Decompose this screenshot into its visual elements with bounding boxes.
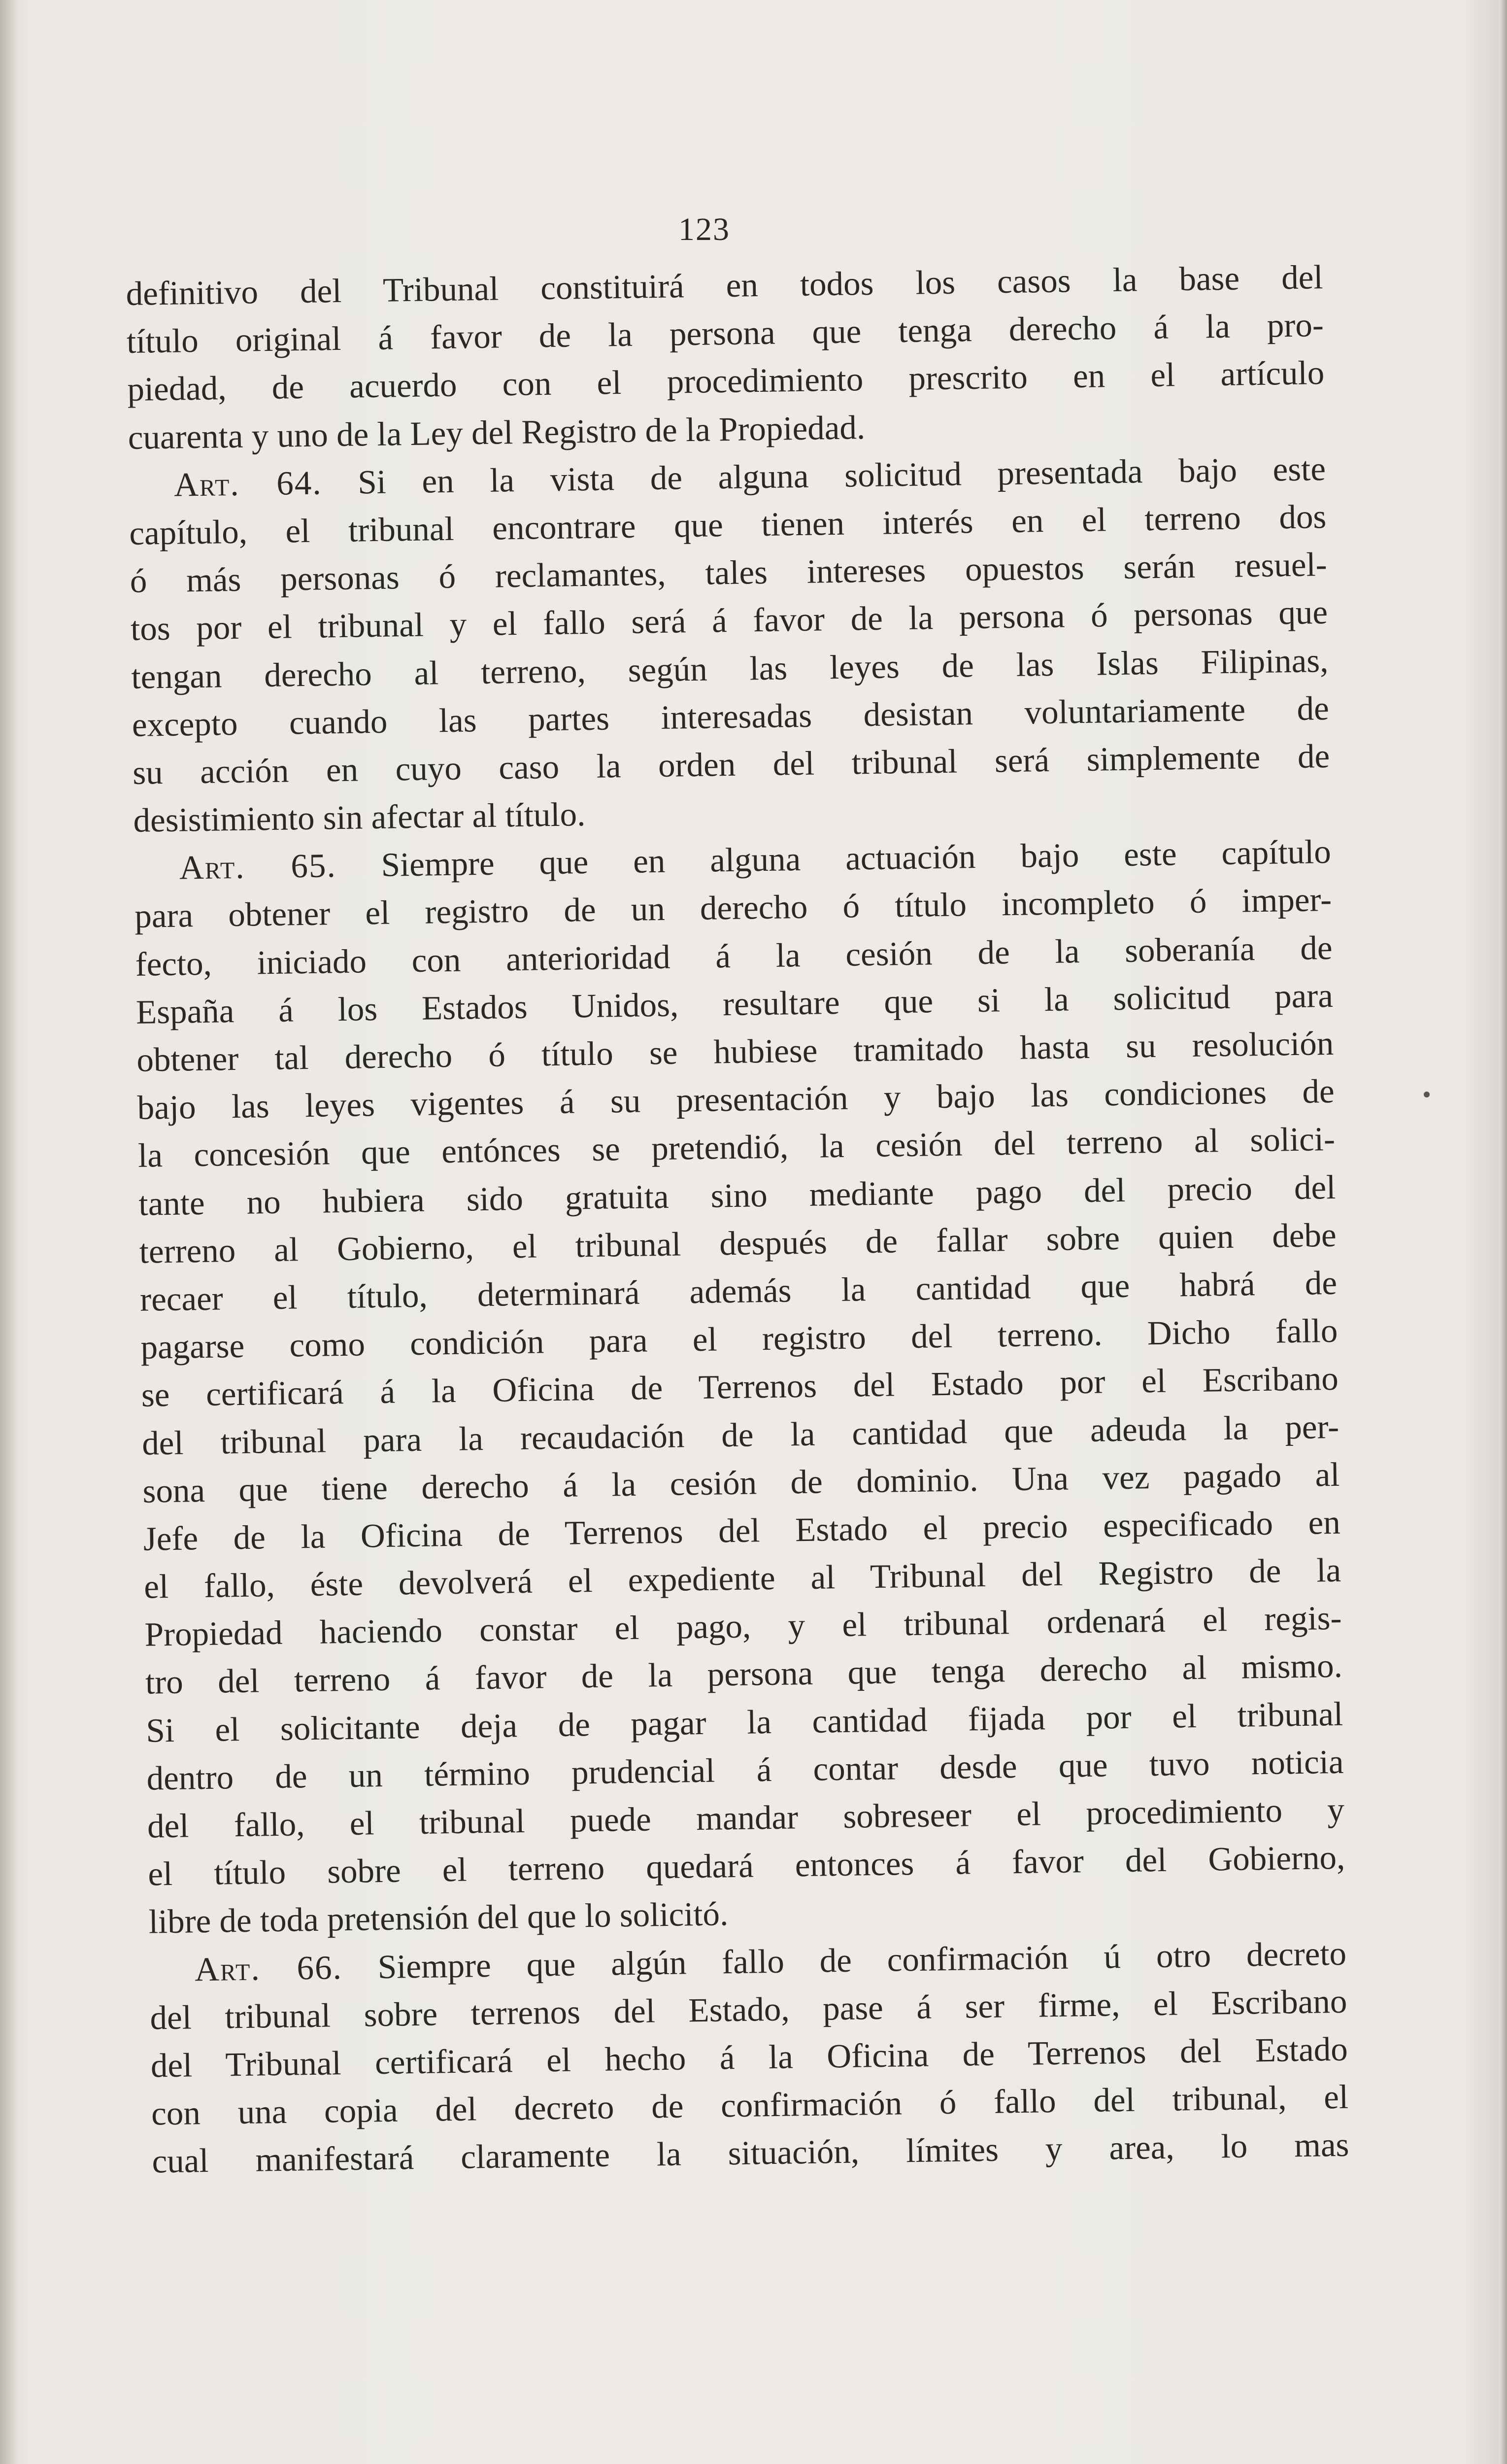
text-line: fecto, iniciado con anterioridad á la cesión de la soberanía de xyxy=(135,928,1333,983)
text-line: Propiedad haciendo constar el pago, y el tribunal ordenará el regis- xyxy=(144,1599,1342,1653)
text-line: piedad, de acuerdo con el procedimiento prescrito en el artículo xyxy=(127,354,1325,409)
text-line: bajo las leyes vigentes á su presentación y bajo las condiciones de xyxy=(137,1072,1335,1127)
text-line: definitivo del Tribunal constituirá en todos los casos la base del xyxy=(126,258,1323,312)
text-line: tro del terreno á favor de la persona que tenga derecho al mismo. xyxy=(145,1647,1343,1702)
text-line: tos por el tribunal y el fallo será á favor de la persona ó personas que xyxy=(130,593,1328,648)
text-line: cuarenta y uno de la Ley del Registro de la Propiedad. xyxy=(128,408,866,456)
text-line: dentro de un término prudencial á contar desde que tuvo noticia xyxy=(146,1743,1344,1797)
ink-speck xyxy=(1424,1092,1430,1097)
text-line: el fallo, éste devolverá el expediente al Tribunal del Registro de la xyxy=(143,1551,1341,1606)
body-text xyxy=(126,253,1349,2186)
text-line: para obtener el registro de un derecho ó título incompleto ó imper- xyxy=(134,881,1332,935)
text-line: Art. 66. Siempre que algún fallo de confirmación ú otro decreto xyxy=(194,1934,1347,1988)
article-65 xyxy=(134,828,1346,1946)
text-line: se certificará á la Oficina de Terrenos del Estado por el Escribano xyxy=(141,1360,1339,1414)
text-line: libre de toda pretensión del que lo solicitó. xyxy=(148,1895,729,1941)
page-gutter xyxy=(0,0,17,2464)
article-66 xyxy=(149,1929,1349,2186)
text-line: del Tribunal certificará el hecho á la Oficina de Terrenos del Estado xyxy=(150,2030,1348,2085)
text-line: con una copia del decreto de confirmación ó fallo del tribunal, el xyxy=(151,2078,1349,2132)
text-line: ó más personas ó reclamantes, tales intereses opuestos serán resuel- xyxy=(130,546,1328,600)
text-line: desistimiento sin afectar al título. xyxy=(133,795,586,839)
text-line: Jefe de la Oficina de Terrenos del Estado el precio especificado en xyxy=(143,1503,1341,1558)
text-line: capítulo, el tribunal encontrare que tienen interés en el terreno dos xyxy=(129,497,1327,552)
article-label: Art. 66. xyxy=(194,1948,343,1988)
text-line: Si el solicitante deja de pagar la cantidad fijada por el tribunal xyxy=(145,1695,1343,1749)
page-number: 123 xyxy=(678,211,730,247)
paragraph-continuation xyxy=(126,253,1325,462)
article-64 xyxy=(128,445,1331,845)
text-line: el título sobre el terreno quedará entonces á favor del Gobierno, xyxy=(147,1838,1345,1893)
text-line: del tribunal sobre terrenos del Estado, pase á ser firme, el Escribano xyxy=(149,1982,1347,2037)
text-line: cual manifestará claramente la situación, límites y area, lo mas xyxy=(152,2126,1349,2180)
text-line: obtener tal derecho ó título se hubiese tramitado hasta su resolución xyxy=(136,1024,1334,1079)
text-line: Art. 65. Siempre que en alguna actuación bajo este capítulo xyxy=(179,833,1332,887)
text-line: su acción en cuyo caso la orden del tribunal será simplemente de xyxy=(132,737,1330,791)
text-line: la concesión que entónces se pretendió, la cesión del terreno al solici- xyxy=(137,1120,1336,1175)
article-label: Art. 65. xyxy=(179,847,337,887)
text-line: pagarse como condición para el registro del terreno. Dicho fallo xyxy=(140,1311,1338,1366)
text-line: recaer el título, determinará además la cantidad que habrá de xyxy=(139,1264,1338,1318)
text-line: del fallo, el tribunal puede mandar sobreseer el procedimiento y xyxy=(147,1790,1345,1845)
text-line: excepto cuando las partes interesadas desistan voluntariamente de xyxy=(132,689,1330,744)
text-line: tengan derecho al terreno, según las leyes de las Islas Filipinas, xyxy=(131,641,1329,696)
page-edge xyxy=(1499,0,1507,2464)
article-label: Art. 64. xyxy=(173,464,323,504)
text-line: tante no hubiera sido gratuita sino mediante pago del precio del xyxy=(138,1168,1336,1223)
text-line: Art. 64. Si en la vista de alguna solicitud presentada bajo este xyxy=(173,449,1326,504)
text-line: del tribunal para la recaudación de la cantidad que adeuda la per- xyxy=(141,1407,1340,1462)
text-line: terreno al Gobierno, el tribunal después de fallar sobre quien debe xyxy=(139,1216,1337,1270)
text-line: sona que tiene derecho á la cesión de dominio. Una vez pagado al xyxy=(142,1455,1340,1510)
text-line: título original á favor de la persona que tenga derecho á la pro- xyxy=(126,306,1324,361)
text-line: España á los Estados Unidos, resultare que si la solicitud para xyxy=(135,976,1334,1031)
